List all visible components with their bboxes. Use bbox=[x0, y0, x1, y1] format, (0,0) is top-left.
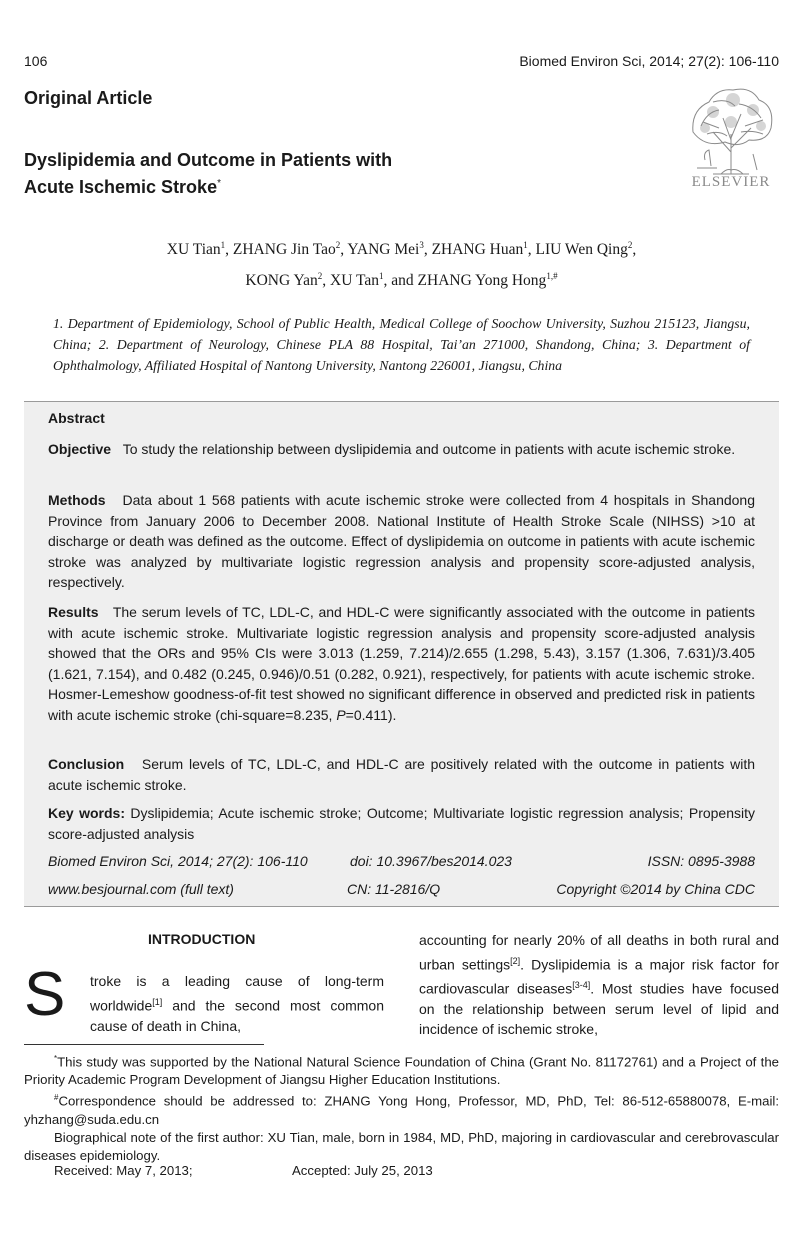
article-dates bbox=[54, 1163, 433, 1178]
author-separator: , bbox=[340, 241, 348, 259]
affiliations: 1. Department of Epidemiology, School of Public Health, Medical College of Soochow University, Suzhou 215123, Jiangsu, China; 2. Department of Neurology, Chinese PLA 88 Hospital, Tai’an 271000, Shandong, China; 3. Department of Ophthalmology, Affiliated Hospital of Nantong University, Nantong 226001, Jiangsu, China bbox=[53, 316, 750, 373]
author-separator: and bbox=[391, 272, 418, 290]
abstract-label: Abstract bbox=[48, 410, 105, 426]
conclusion-text: Serum levels of TC, LDL-C, and HDL-C are positively related with the outcome in patients with acute ischemic stroke. bbox=[48, 756, 755, 793]
author: XU Tian bbox=[166, 241, 221, 259]
footnote-marker: * bbox=[54, 1054, 58, 1063]
citation-cn: CN: 11-2816/Q bbox=[347, 881, 441, 897]
author-affiliation: 2 bbox=[335, 240, 341, 250]
author-list bbox=[0, 232, 803, 294]
body-column-right bbox=[419, 930, 779, 1040]
footnote-funding bbox=[24, 1050, 779, 1089]
accepted-date: Accepted: July 25, 2013 bbox=[292, 1163, 433, 1178]
author-affiliation: 1 bbox=[220, 240, 226, 250]
elsevier-logo bbox=[683, 82, 779, 192]
reference-marker: [3-4] bbox=[572, 979, 591, 990]
title-footnote-marker: * bbox=[217, 178, 221, 189]
author: LIU Wen Qing bbox=[535, 241, 628, 259]
footnote-correspondence bbox=[24, 1089, 779, 1128]
conclusion-label: Conclusion bbox=[48, 756, 125, 772]
footnote-text: Biographical note of the first author: XU Tian, male, born in 1984, MD, PhD, majoring in cardiovascular and cerebrovascular diseases epidemiology. bbox=[24, 1129, 779, 1163]
objective-label: Objective bbox=[48, 441, 112, 457]
methods-text: Data about 1 568 patients with acute ischemic stroke were collected from 4 hospitals in Shandong Province from January 2006 to December 2008. National Institute of Health Stroke Scale (NIHSS) >10 at discharge or death was defined as the outcome. Effect of dyslipidemia on outcome in patients with acute ischemic stroke was analyzed by multivariate logistic regression analysis and propensity score-adjusted analysis, respectively. bbox=[48, 492, 756, 590]
citation-issn: ISSN: 0895-3988 bbox=[647, 853, 755, 869]
author-affiliation: 3 bbox=[419, 240, 424, 250]
footnotes bbox=[24, 1050, 779, 1165]
drop-cap: S bbox=[24, 960, 66, 1029]
running-head: Biomed Environ Sci, 2014; 27(2): 106-110 bbox=[519, 53, 779, 69]
title-line-1: Dyslipidemia and Outcome in Patients with bbox=[24, 150, 393, 170]
page-number: 106 bbox=[24, 53, 48, 69]
methods-label: Methods bbox=[48, 492, 106, 508]
author-affiliation: 1 bbox=[523, 240, 528, 250]
body-column-left bbox=[24, 971, 384, 1036]
results-text: The serum levels of TC, LDL-C, and HDL-C were significantly associated with the outcome in patients with acute ischemic stroke. Multivariate logistic regression analysis and propensity score-adjusted analysis showed that the ORs and 95% CIs were 3.013 (1.259, 7.214)/2.655 (1.298, 5.43), 3.157 (1.306, 7.631)/3.405 (1.621, 7.154), and 0.482 (0.245, 0.946)/0.51 (0.282, 0.921), respectively, for patients with acute ischemic stroke. Hosmer-Lemeshow goodness-of-fit test showed no significant difference in observed and predicted risk in patients with acute ischemic stroke (chi-square=8.235, bbox=[48, 604, 756, 723]
objective-text: To study the relationship between dyslipidemia and outcome in patients with acute ischemic stroke. bbox=[122, 441, 736, 457]
citation-journal: Biomed Environ Sci, 2014; 27(2): 106-110 bbox=[48, 853, 308, 869]
abstract-objective bbox=[48, 439, 755, 460]
author-separator: , bbox=[383, 272, 392, 290]
abstract-box bbox=[24, 401, 779, 907]
elsevier-wordmark: ELSEVIER bbox=[691, 174, 771, 190]
citation-website: www.besjournal.com (full text) bbox=[48, 881, 234, 897]
author-separator: , bbox=[225, 241, 233, 259]
author-separator: , bbox=[322, 272, 331, 290]
received-date: Received: May 7, 2013; bbox=[54, 1163, 193, 1178]
author: XU Tan bbox=[330, 272, 380, 290]
author-affiliation: 2 bbox=[317, 271, 323, 282]
p-value-symbol: P bbox=[336, 706, 346, 723]
results-text-end: =0.411). bbox=[345, 706, 397, 723]
reference-marker: [2] bbox=[510, 955, 521, 966]
section-heading-introduction: INTRODUCTION bbox=[148, 931, 256, 947]
citation-doi: doi: 10.3967/bes2014.023 bbox=[350, 853, 512, 869]
body-text: . Most studies have focused on the relationship between serum level of lipid and incidence of ischemic stroke, bbox=[419, 980, 779, 1038]
citation-copyright: Copyright ©2014 by China CDC bbox=[556, 881, 755, 897]
abstract-results bbox=[48, 602, 755, 725]
body-text: accounting for nearly 20% of all deaths in both rural and urban settings bbox=[419, 932, 779, 973]
footnote-text: Correspondence should be addressed to: ZHANG Yong Hong, Professor, MD, PhD, Tel: 86-512-65880078, E-mail: yhzhang@suda.edu.cn bbox=[24, 1093, 779, 1127]
abstract-conclusion bbox=[48, 754, 755, 795]
author-affiliation: 1 bbox=[379, 271, 384, 282]
author-affiliation: 2 bbox=[627, 240, 633, 250]
author-separator: , bbox=[527, 241, 536, 259]
footnote-text: This study was supported by the National Natural Science Foundation of China (Grant No. 81172761) and a Project of the Priority Academic Program Development of Jiangsu Higher Education Institutions. bbox=[24, 1054, 779, 1088]
footnote-marker: # bbox=[54, 1093, 59, 1103]
abstract-methods bbox=[48, 490, 755, 593]
body-text: . Dyslipidemia is a major risk factor for cardiovascular diseases bbox=[419, 956, 779, 997]
reference-marker: [1] bbox=[152, 996, 163, 1007]
abstract-keywords bbox=[48, 803, 755, 844]
author-separator: , bbox=[423, 241, 432, 259]
body-text: troke is a leading cause of long-term worldwide bbox=[90, 973, 384, 1014]
author: YANG Mei bbox=[347, 241, 420, 259]
keywords-label: Key words: bbox=[48, 805, 125, 821]
results-label: Results bbox=[48, 604, 99, 620]
article-title bbox=[24, 148, 584, 199]
keywords-text: Dyslipidemia; Acute ischemic stroke; Outcome; Multivariate logistic regression analysis; Propensity score-adjusted analysis bbox=[48, 805, 755, 842]
author: ZHANG Huan bbox=[431, 241, 524, 259]
title-line-2: Acute Ischemic Stroke bbox=[24, 177, 218, 197]
author: ZHANG Yong Hong bbox=[417, 272, 547, 290]
footnote-divider bbox=[24, 1044, 264, 1045]
article-type: Original Article bbox=[24, 88, 153, 108]
footnote-biography bbox=[24, 1129, 779, 1165]
author: KONG Yan bbox=[245, 272, 318, 290]
author: ZHANG Jin Tao bbox=[232, 241, 336, 259]
author-affiliation: 1,# bbox=[546, 271, 558, 282]
author-separator: , bbox=[632, 241, 637, 259]
body-text: and the second most common cause of death in China, bbox=[90, 997, 384, 1034]
